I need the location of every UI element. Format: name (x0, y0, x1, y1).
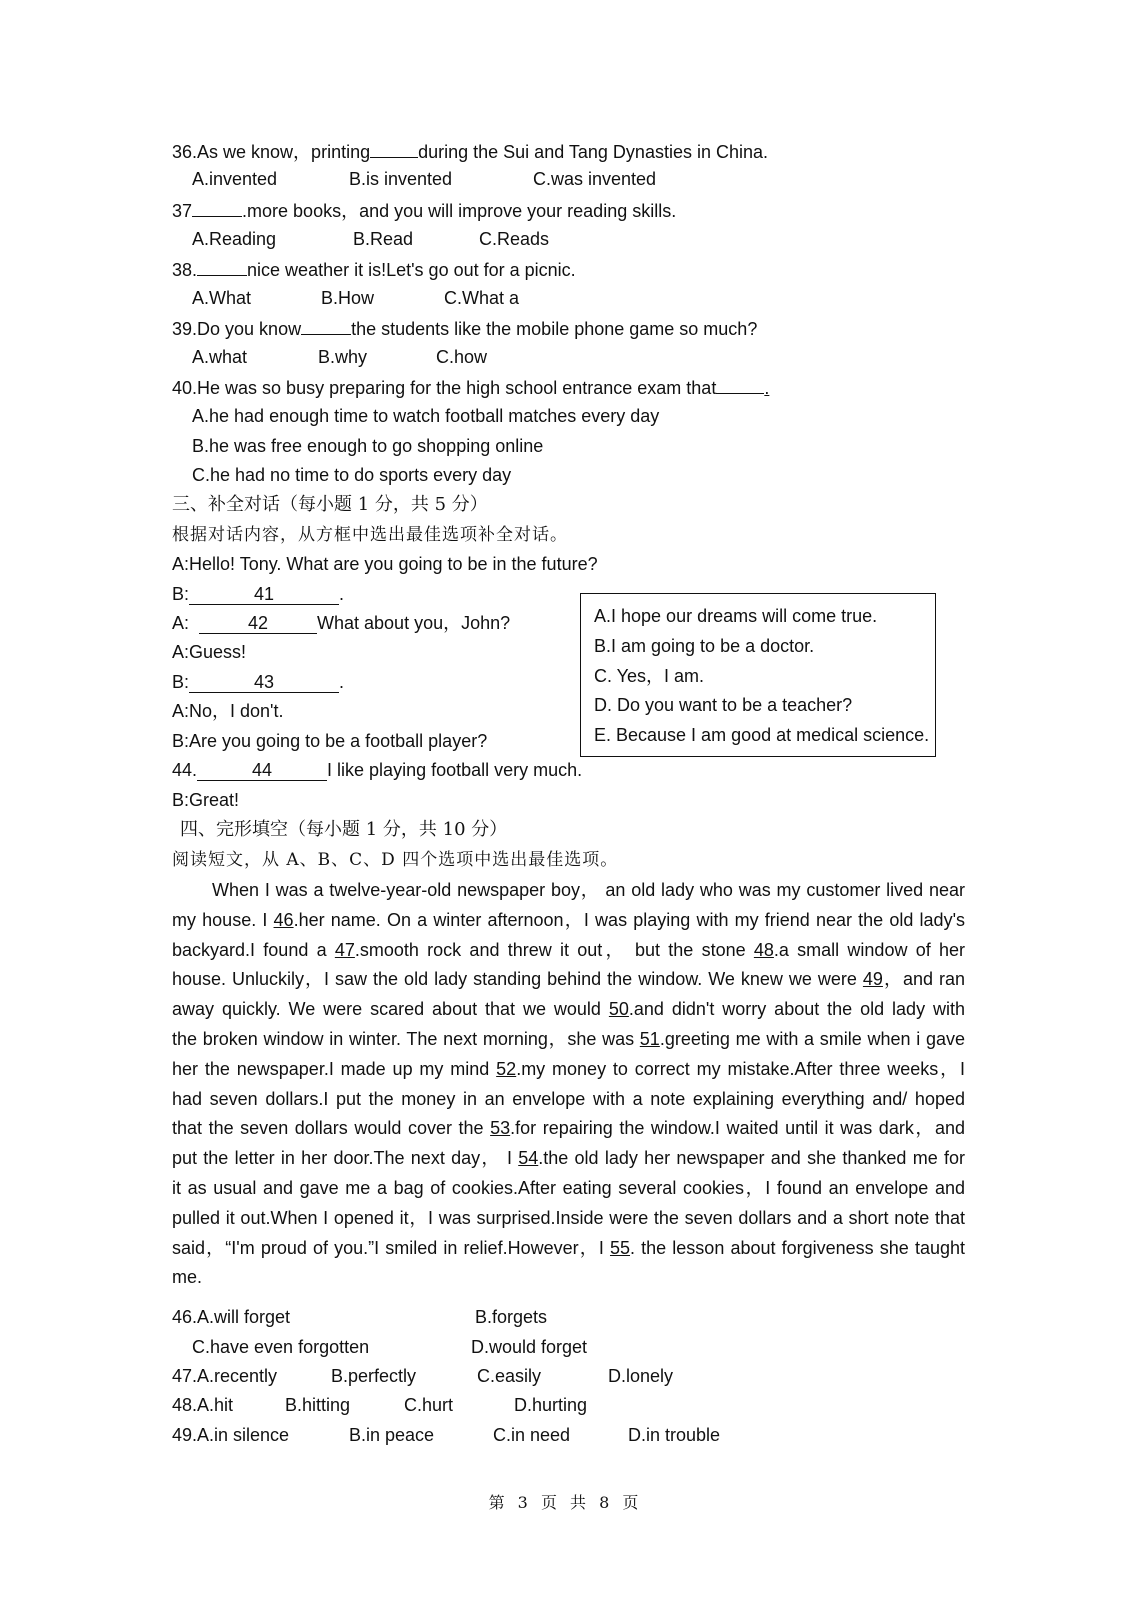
q46-option-c: C.have even forgotten (192, 1337, 370, 1357)
q39-option-b: B.why (318, 347, 368, 367)
options-box (580, 593, 936, 757)
passage-line: backyard.I found a 47.smooth rock and threw it out， but the stone 48.a small window of her (172, 939, 965, 960)
dialogue-line-4: A:Guess! (172, 642, 247, 662)
q37-option-c: C.Reads (479, 229, 550, 249)
q38-option-a: A.What (192, 288, 252, 308)
question-40-stem: 40.He was so busy preparing for the high school entrance exam that . (172, 375, 769, 399)
q49-option-c: C.in need (493, 1425, 571, 1445)
q46-option-a: 46.A.will forget (172, 1307, 291, 1327)
q40-option-b: B.he was free enough to go shopping online (192, 436, 544, 456)
dialogue-line-2: B: 41 . (172, 584, 345, 604)
passage-line: house. Unluckily，I saw the old lady standing behind the window. We knew we were 49，and ran (172, 969, 965, 990)
q38-option-b: B.How (321, 288, 375, 308)
q36-option-a: A.invented (192, 169, 278, 189)
q37-option-b: B.Read (353, 229, 414, 249)
q40-option-a: A.he had enough time to watch football matches every day (192, 406, 660, 426)
question-38-stem: 38. nice weather it is!Let's go out for a picnic. (172, 257, 576, 281)
cloze-passage (172, 876, 965, 1293)
box-option-d: D. Do you want to be a teacher? (594, 695, 853, 716)
dialogue-line-1: A:Hello! Tony. What are you going to be in the future? (172, 554, 598, 574)
blank-47: 47 (334, 939, 355, 960)
dialogue-line-9: B:Great! (172, 790, 240, 810)
q38-option-c: C.What a (444, 288, 520, 308)
question-36-stem: 36.As we know，printing during the Sui and Tang Dynasties in China. (172, 139, 768, 163)
q36-option-b: B.is invented (349, 169, 453, 189)
q48-option-b: B.hitting (285, 1395, 351, 1415)
answer-blank (301, 316, 351, 335)
passage-line: put the letter in her door.The next day， I 54.the old lady her newspaper and she thanked me for (172, 1148, 965, 1169)
blank-54: 54 (518, 1148, 539, 1169)
passage-line: pulled it out.When I opened it，I was surprised.Inside were the seven dollars and a short note that (172, 1207, 965, 1228)
section-3-heading: 三、补全对话（每小题 1 分，共 5 分） (172, 494, 488, 515)
q40-option-c: C.he had no time to do sports every day (192, 465, 512, 485)
box-option-a: A.I hope our dreams will come true. (594, 606, 878, 626)
q49-option-a: 49.A.in silence (172, 1425, 290, 1445)
q36-option-c: C.was invented (533, 169, 657, 189)
box-option-b: B.I am going to be a doctor. (594, 635, 815, 656)
box-option-c: C. Yes，I am. (594, 665, 705, 686)
dialogue-line-6: A:No，I don't. (172, 701, 284, 721)
passage-line: that the seven dollars would cover the 53.for repairing the window.I waited until it was dark，and (172, 1118, 965, 1139)
dialogue-blank-43: 43 (189, 672, 339, 693)
q47-option-b: B.perfectly (331, 1366, 417, 1386)
dialogue-line-7: B:Are you going to be a football player? (172, 731, 488, 751)
passage-line: the broken window in winter. The next morning，she was 51.greeting me with a smile when i gave (172, 1028, 965, 1049)
blank-53: 53 (490, 1118, 511, 1139)
page-footer: 第 3 页 共 8 页 (488, 1493, 643, 1512)
q48-option-c: C.hurt (404, 1395, 454, 1415)
answer-blank (197, 257, 247, 276)
q37-option-a: A.Reading (192, 229, 277, 249)
dialogue-blank-44: 44 (197, 760, 327, 781)
box-option-e: E. Because I am good at medical science. (594, 725, 930, 746)
blank-46: 46 (273, 909, 294, 930)
section-3-instruction: 根据对话内容，从方框中选出最佳选项补全对话。 (172, 525, 568, 545)
blank-49: 49 (862, 969, 883, 990)
passage-line: it as usual and gave me a bag of cookies.After eating several cookies，I found an envelope and (172, 1177, 965, 1198)
passage-line: my house. I 46.her name. On a winter afternoon，I was playing with my friend near the old lady's (172, 909, 965, 930)
q39-option-a: A.what (192, 347, 248, 367)
q47-option-d: D.lonely (608, 1366, 674, 1386)
blank-55: 55 (609, 1237, 631, 1258)
answer-blank (716, 375, 764, 394)
blank-50: 50 (608, 999, 629, 1020)
passage-line: had seven dollars.I put the money in an envelope with a note explaining everything and/ hoped (172, 1088, 965, 1109)
q47-option-a: 47.A.recently (172, 1366, 278, 1386)
answer-blank (192, 198, 242, 217)
passage-line: When I was a twelve-year-old newspaper boy， an old lady who was my customer lived near (212, 880, 965, 900)
answer-blank (370, 139, 418, 158)
blank-51: 51 (639, 1028, 660, 1049)
blank-48: 48 (753, 939, 774, 960)
question-37-stem: 37 .more books，and you will improve your reading skills. (172, 198, 676, 222)
question-39-stem: 39.Do you know the students like the mobile phone game so much? (172, 316, 757, 340)
passage-line: me. (172, 1267, 203, 1288)
q48-option-a: 48.A.hit (172, 1395, 234, 1415)
q48-option-d: D.hurting (514, 1395, 588, 1415)
passage-line: away quickly. We were scared about that we would 50.and didn't worry about the old lady with (172, 999, 966, 1020)
dialogue-blank-41: 41 (189, 584, 339, 605)
dialogue-line-5: B: 43 . (172, 672, 345, 692)
q49-option-b: B.in peace (349, 1425, 435, 1445)
blank-52: 52 (496, 1058, 517, 1079)
dialogue-blank-42: 42 (199, 613, 317, 634)
q46-option-b: B.forgets (475, 1307, 548, 1327)
q49-option-d: D.in trouble (628, 1425, 721, 1445)
passage-line: said，“I'm proud of you.”I smiled in relief.However，I 55. the lesson about forgiveness she taught (172, 1237, 965, 1258)
q46-option-d: D.would forget (471, 1337, 588, 1357)
section-4-instruction: 阅读短文，从 A、B、C、D 四个选项中选出最佳选项。 (172, 850, 619, 870)
section-4-heading: 四、完形填空（每小题 1 分，共 10 分） (180, 819, 508, 840)
q39-option-c: C.how (436, 347, 488, 367)
q47-option-c: C.easily (477, 1366, 542, 1386)
passage-line: her the newspaper.I made up my mind 52.my money to correct my mistake.After three weeks，I (172, 1058, 966, 1079)
dialogue-line-8: 44. 44 I like playing football very much. (172, 760, 583, 780)
dialogue-line-3: A: 42 What about you，John? (172, 613, 511, 633)
